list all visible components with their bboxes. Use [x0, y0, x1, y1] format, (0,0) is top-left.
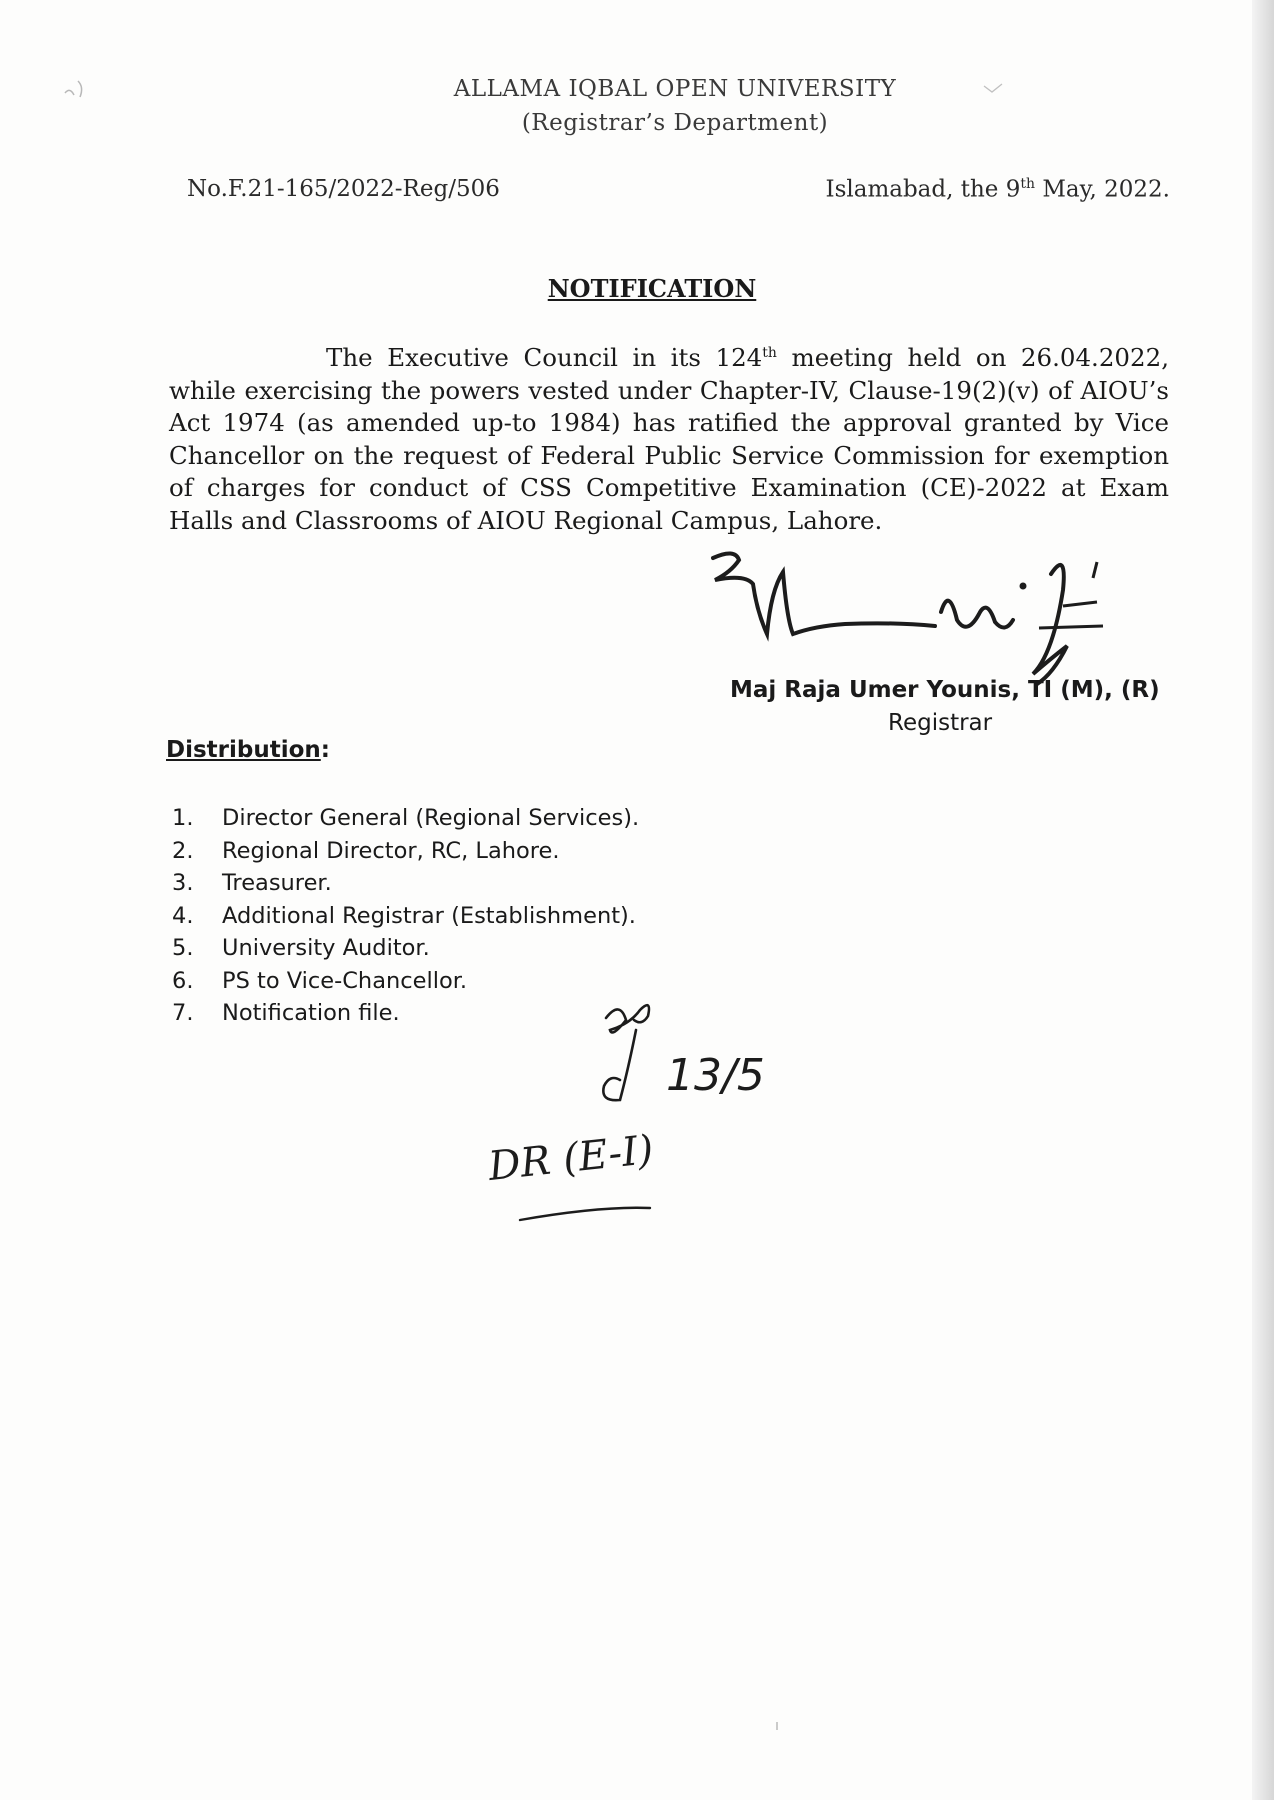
signatory-name: Maj Raja Umer Younis, TI (M), (R) — [730, 677, 1160, 703]
handwritten-initials: DR (E-I) — [486, 1126, 656, 1190]
signatory-title: Registrar — [888, 710, 993, 736]
page-title: NOTIFICATION — [547, 274, 757, 303]
list-item: 2. Regional Director, RC, Lahore. — [172, 837, 560, 864]
university-name: ALLAMA IQBAL OPEN UNIVERSITY — [453, 76, 897, 102]
scan-edge-shadow — [1252, 0, 1274, 1800]
list-item: 6. PS to Vice-Chancellor. — [172, 967, 468, 994]
handwritten-annotation — [480, 990, 860, 1240]
notification-date: Islamabad, the 9th May, 2022. — [825, 176, 1170, 203]
reference-number: No.F.21-165/2022-Reg/506 — [187, 176, 500, 202]
registrar-signature — [705, 550, 1185, 690]
list-item: 3. Treasurer. — [172, 870, 332, 896]
department-name: (Registrar’s Department) — [521, 110, 829, 136]
list-item: 4. Additional Registrar (Establishment). — [172, 902, 636, 929]
scan-mark — [775, 1722, 779, 1730]
list-item: 5. University Auditor. — [172, 935, 430, 961]
list-item: 7. Notification file. — [172, 1000, 400, 1026]
handwritten-date: 13/5 — [666, 1050, 765, 1101]
distribution-heading: Distribution: — [166, 737, 330, 763]
notification-body: The Executive Council in its 124th meeting held on 26.04.2022, while exercising the powers vested under Chapter-IV, Clause-19(2)(v) of AIOU’s Act 1974 (as amended up-to 1984) has ratified the approval granted by Vice Chancellor on the request of Federal Public Service Commission for exemption of charges for conduct of CSS Competitive Examination (CE)-2022 at Exam Halls and Classrooms of AIOU Regional Campus, Lahore. — [169, 343, 1169, 535]
list-item: 1. Director General (Regional Services). — [172, 805, 640, 831]
